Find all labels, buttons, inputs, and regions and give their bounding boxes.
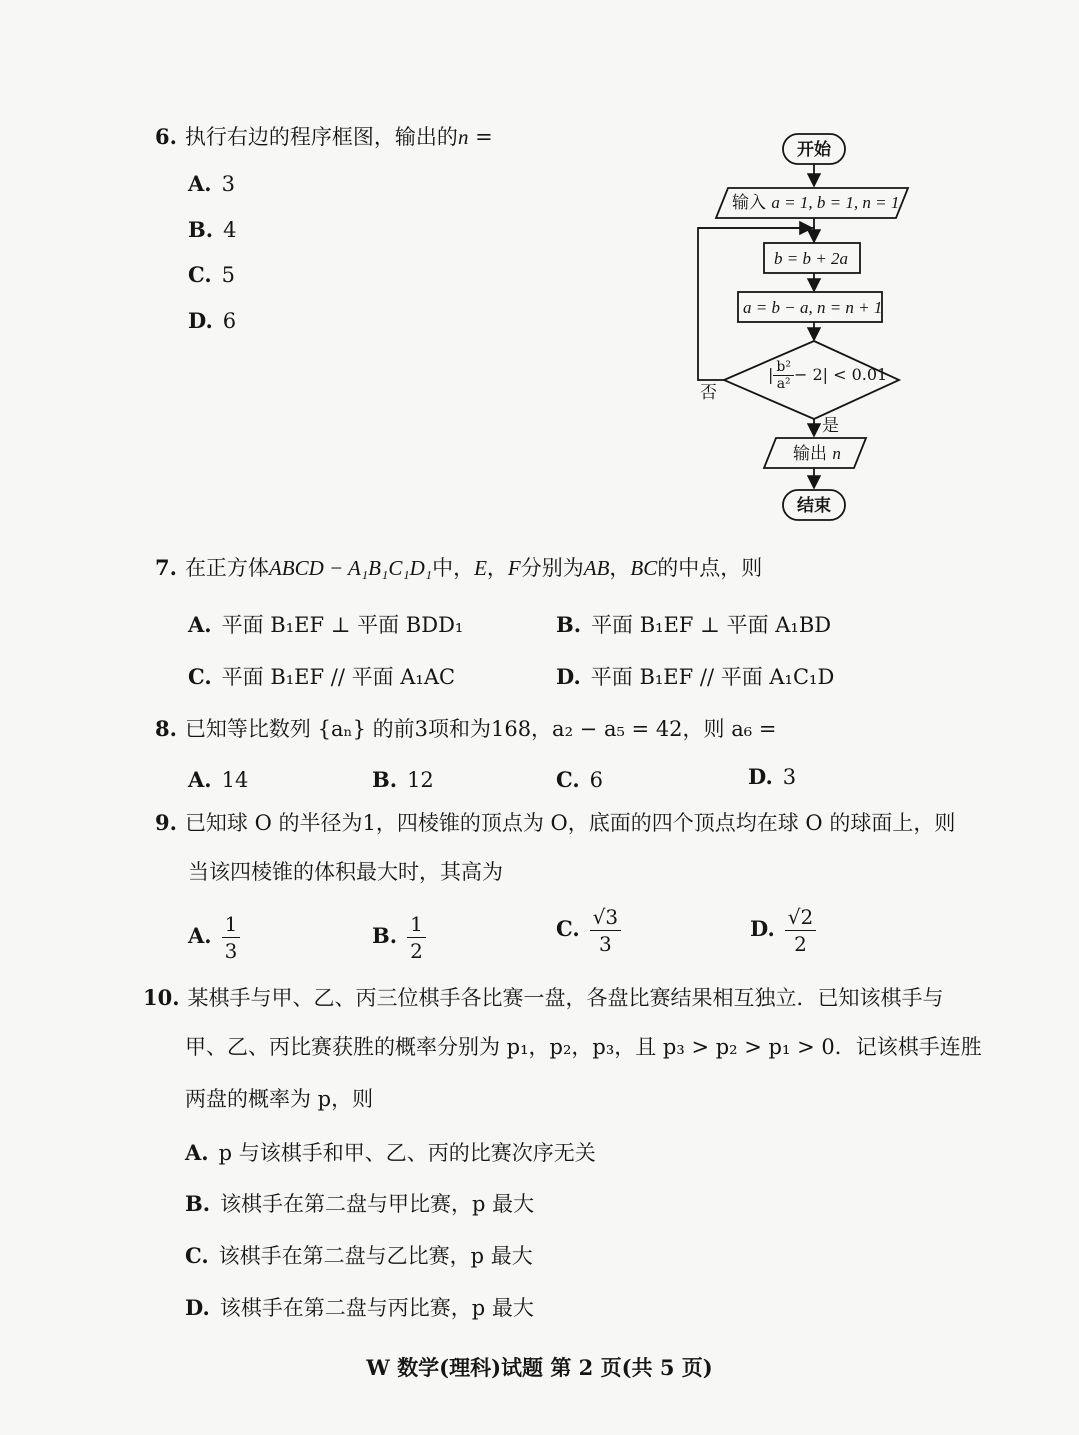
q6-stem <box>155 126 493 148</box>
q7-option-a <box>188 614 463 636</box>
fraction-denominator: 3 <box>599 932 612 956</box>
q10-stem-line2: 甲、乙、丙比赛获胜的概率分别为 p₁，p₂，p₃，且 p₃ > p₂ > p₁ > 0．记该棋手连胜 <box>185 1035 982 1059</box>
flow-step2-text <box>743 299 882 317</box>
q10-stem-line1 <box>143 987 944 1009</box>
q6-option-a <box>188 173 235 195</box>
q8-stem <box>155 718 776 740</box>
option-value: 3 <box>782 765 797 789</box>
q7-point-e: E <box>474 556 487 580</box>
cond-rest: − 2| < 0.01 <box>793 365 888 384</box>
q6-stem-end: = <box>468 125 493 149</box>
fraction-numerator: 1 <box>222 914 241 938</box>
option-value: 3 <box>221 172 235 196</box>
option-value: 该棋手在第二盘与丙比赛，p 最大 <box>219 1296 534 1320</box>
cond-bar: | <box>768 365 774 384</box>
cond-num: b² <box>773 360 794 376</box>
program-flowchart <box>680 128 920 528</box>
q10-option-a <box>185 1142 596 1164</box>
option-label: D. <box>188 308 213 333</box>
q9-option-a <box>188 914 240 961</box>
q9-option-b <box>372 914 426 961</box>
q9-stem-line1 <box>155 812 955 834</box>
step2-expr: a = b − a, n = n + 1 <box>743 298 883 317</box>
option-value: 6 <box>222 309 237 333</box>
q8-option-a <box>188 769 248 791</box>
input-expr: a = 1, b = 1, n = 1 <box>771 193 900 212</box>
option-label: D. <box>750 916 775 941</box>
q6-stem-text: 执行右边的程序框图，输出的 <box>184 125 458 149</box>
option-label: D. <box>185 1295 210 1320</box>
option-label: C. <box>556 767 580 792</box>
q6-number: 6. <box>155 124 177 149</box>
flow-yes-label: 是 <box>822 416 839 436</box>
q9-stem-line2: 当该四棱锥的体积最大时，其高为 <box>188 860 503 884</box>
option-label: C. <box>556 916 580 941</box>
flow-no-label: 否 <box>700 383 717 403</box>
q7-stem-c: ， <box>486 556 508 580</box>
q6-stem-var: n <box>457 125 469 149</box>
q10-option-b <box>185 1193 534 1215</box>
q7-stem <box>155 557 762 579</box>
option-fraction <box>785 907 816 954</box>
fraction-denominator: 2 <box>410 939 423 963</box>
flow-start-label: 开始 <box>797 140 831 160</box>
q8-option-d <box>748 766 796 788</box>
option-fraction <box>590 907 621 954</box>
q9-option-d <box>750 907 816 954</box>
step1-expr: b = b + 2a <box>774 249 848 268</box>
fraction-numerator: √3 <box>590 907 621 931</box>
q7-stem-end: 的中点，则 <box>657 556 763 580</box>
option-label: A. <box>185 1140 209 1165</box>
q7-point-f: F <box>507 556 521 580</box>
option-label: A. <box>188 612 212 637</box>
q9-number: 9. <box>155 810 177 835</box>
output-label: 输出 <box>793 444 827 464</box>
option-fraction <box>407 914 426 961</box>
option-label: B. <box>188 217 214 242</box>
option-value: 14 <box>221 768 249 792</box>
option-label: C. <box>188 262 212 287</box>
option-value: 6 <box>589 768 604 792</box>
option-label: A. <box>188 171 212 196</box>
q8-stem-text: 已知等比数列 {aₙ} 的前3项和为168，a₂ − a₅ = 42，则 a₆ = <box>184 717 777 741</box>
output-var: n <box>832 444 841 463</box>
q7-stem-b: 中， <box>432 556 475 580</box>
q9-option-c <box>556 907 621 954</box>
page-footer: W 数学(理科)试题 第 2 页(共 5 页) <box>366 1355 713 1380</box>
option-value: 该棋手在第二盘与甲比赛，p 最大 <box>220 1192 535 1216</box>
option-label: B. <box>556 612 582 637</box>
q7-option-b <box>556 614 831 636</box>
q7-edge-bc: BC <box>630 556 658 580</box>
q6-option-d <box>188 310 236 332</box>
q9-stem-text-1: 已知球 O 的半径为1，四棱锥的顶点为 O，底面的四个顶点均在球 O 的球面上，则 <box>184 811 956 835</box>
option-value: 4 <box>223 218 237 242</box>
q6-option-b <box>188 219 236 241</box>
option-label: B. <box>372 923 398 948</box>
q10-stem-line3: 两盘的概率为 p，则 <box>185 1087 374 1111</box>
q7-option-d <box>556 666 834 688</box>
option-label: D. <box>556 664 581 689</box>
option-value: p 与该棋手和甲、乙、丙的比赛次序无关 <box>218 1141 596 1165</box>
q8-option-b <box>372 769 434 791</box>
q7-stem-a: 在正方体 <box>184 556 269 580</box>
fraction-denominator: 3 <box>224 939 238 963</box>
q6-option-c <box>188 264 235 286</box>
option-label: C. <box>185 1243 209 1268</box>
q8-option-c <box>556 769 603 791</box>
q10-number: 10. <box>143 985 180 1010</box>
option-value: 平面 B₁EF ⊥ 平面 BDD₁ <box>221 613 464 637</box>
option-label: D. <box>748 764 773 789</box>
flow-end-label: 结束 <box>797 496 831 516</box>
q7-number: 7. <box>155 555 177 580</box>
q7-cube-name: ABCD − A₁B₁C₁D₁ <box>268 556 433 580</box>
q7-stem-sep: ， <box>609 556 631 580</box>
option-value: 平面 B₁EF // 平面 A₁AC <box>221 665 456 689</box>
option-label: A. <box>188 923 212 948</box>
q7-option-c <box>188 666 455 688</box>
flow-step1-text <box>774 250 848 268</box>
option-label: B. <box>185 1191 211 1216</box>
option-fraction <box>222 914 241 961</box>
cond-den: a² <box>776 376 791 392</box>
q7-edge-ab: AB <box>583 556 610 580</box>
option-value: 平面 B₁EF // 平面 A₁C₁D <box>590 665 835 689</box>
fraction-numerator: √2 <box>785 907 816 931</box>
q8-number: 8. <box>155 716 177 741</box>
q7-stem-d: 分别为 <box>520 556 584 580</box>
flow-output-text <box>793 445 841 463</box>
flow-condition-text <box>768 360 887 391</box>
option-value: 5 <box>221 263 236 287</box>
option-value: 平面 B₁EF ⊥ 平面 A₁BD <box>591 613 832 637</box>
option-label: C. <box>188 664 212 689</box>
fraction-numerator: 1 <box>407 914 426 938</box>
input-label: 输入 <box>732 193 766 213</box>
cond-fraction <box>773 360 794 391</box>
q10-option-c <box>185 1245 533 1267</box>
flowchart-shapes <box>680 128 920 528</box>
flow-input-text <box>732 194 899 212</box>
q10-option-d <box>185 1297 534 1319</box>
option-value: 12 <box>407 768 434 792</box>
option-label: A. <box>188 767 212 792</box>
option-value: 该棋手在第二盘与乙比赛，p 最大 <box>218 1244 533 1268</box>
option-label: B. <box>372 767 398 792</box>
fraction-denominator: 2 <box>794 932 807 956</box>
q10-stem-text-1: 某棋手与甲、乙、丙三位棋手各比赛一盘，各盘比赛结果相互独立．已知该棋手与 <box>187 986 944 1010</box>
